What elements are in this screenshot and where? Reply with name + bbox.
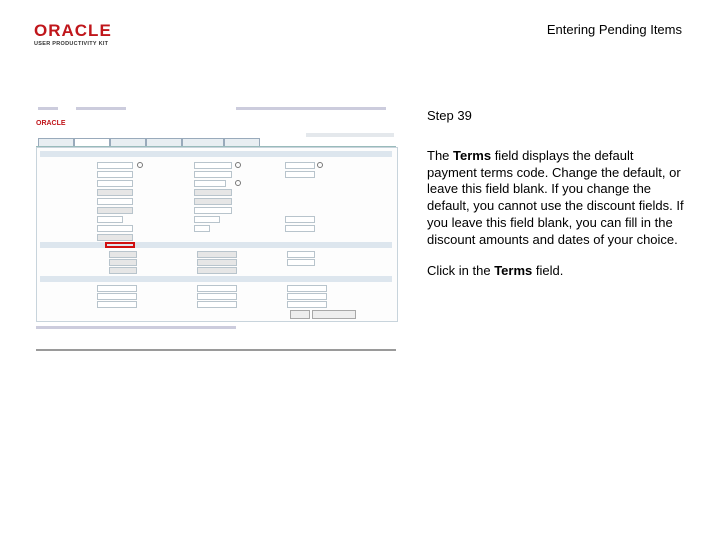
oracle-upk-logo bbox=[34, 22, 124, 47]
step-label: Step 39 bbox=[427, 108, 472, 123]
instruction-text bbox=[427, 108, 685, 293]
slide-title: Entering Pending Items bbox=[546, 22, 682, 37]
terms-keyword-action: Terms bbox=[494, 262, 533, 278]
screenshot-logo: ORACLE bbox=[36, 120, 66, 127]
step-description: The Terms field displays the default payment terms code. Change the default, or leave this field blank. If you change the default, you cannot use the discount fields. If you leave this field blank, you can fill in the discount amounts and dates of your choice. bbox=[427, 147, 684, 247]
screenshot-top-nav bbox=[36, 105, 396, 113]
terms-keyword: Terms bbox=[453, 147, 492, 163]
logo-subtitle: USER PRODUCTIVITY KIT bbox=[34, 41, 109, 47]
application-screenshot bbox=[36, 105, 396, 352]
logo-wordmark: ORACLE bbox=[34, 21, 112, 40]
screenshot-form-panel bbox=[36, 147, 398, 322]
step-action: Click in the Terms field. bbox=[427, 262, 564, 278]
screenshot-tab-bar bbox=[36, 137, 396, 147]
terms-field-highlight[interactable] bbox=[105, 242, 135, 248]
screenshot-bottom-rule bbox=[36, 349, 396, 351]
screenshot-footer-links bbox=[36, 326, 236, 330]
